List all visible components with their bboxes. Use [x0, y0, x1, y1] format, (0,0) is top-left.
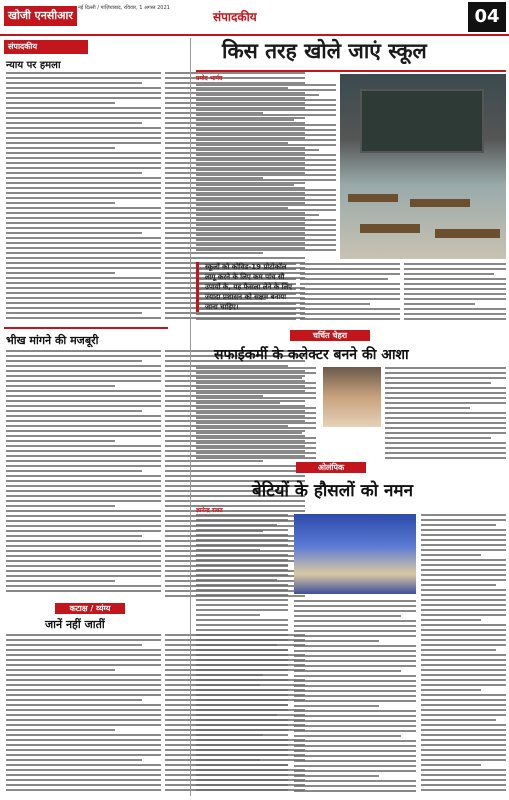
pull-quote-box — [196, 262, 296, 324]
lead-divider — [196, 70, 506, 72]
portrait-photo — [323, 367, 381, 427]
dateline: नई दिल्ली / गाज़ियाबाद, रविवार, 1 अगस्त 2021 — [78, 5, 170, 11]
olympics-tag: ओलंपिक — [296, 462, 366, 473]
satire-tag: कटाक्ष / व्यंग्य — [55, 603, 125, 614]
desk-shape — [348, 194, 398, 202]
newspaper-brand: खोजी एनसीआर — [4, 6, 77, 26]
olympics-body-col1 — [196, 514, 288, 796]
section-tag: संपादकीय — [4, 40, 88, 54]
desk-shape — [360, 224, 420, 233]
feature-body-col2 — [385, 367, 506, 462]
olympics-author: ज्ञानेन्द्र रावत — [196, 507, 223, 514]
masthead-section-title: संपादकीय — [213, 10, 257, 24]
column-divider — [190, 38, 191, 796]
satire-body — [6, 634, 161, 796]
olympics-body-col2 — [294, 600, 416, 796]
classroom-photo — [340, 74, 506, 259]
satire-title: जानें नहीं जातीं — [45, 618, 105, 631]
editorial-title: न्याय पर हमला — [6, 60, 61, 71]
desk-shape — [435, 229, 500, 238]
feature-headline: सफाईकर्मी के कलेक्टर बनने की आशा — [214, 347, 409, 363]
feature-body-col1 — [196, 367, 316, 462]
weightlifter-photo — [294, 514, 416, 594]
blackboard — [360, 89, 484, 153]
olympics-body-col3 — [421, 514, 506, 796]
second-editorial-body — [6, 350, 161, 598]
second-editorial-title: भीख मांगने की मजबूरी — [6, 334, 99, 347]
lead-author: प्रमोद भार्गव — [196, 75, 223, 82]
page-number: 04 — [468, 2, 506, 32]
section-divider — [4, 327, 168, 329]
lead-body-col2 — [300, 263, 400, 323]
lead-body-col1 — [196, 84, 336, 259]
lead-body-col3 — [404, 263, 506, 323]
olympics-headline: बेटियों के हौसलों को नमन — [252, 481, 414, 501]
editorial-body — [6, 72, 161, 327]
desk-shape — [410, 199, 470, 207]
pull-quote: स्कूलों को कोविड-19 प्रोटोकॉल लागू करने के लिए कम पांच सौ उपायों के, यह फैसला लेने के लिए ज्यादा प्रशासन को सक्षम बनाया जाना चाहिए। — [196, 262, 296, 312]
lead-headline: किस तरह खोले जाएं स्कूल — [222, 39, 427, 63]
feature-tag: चर्चित चेहरा — [290, 330, 370, 341]
